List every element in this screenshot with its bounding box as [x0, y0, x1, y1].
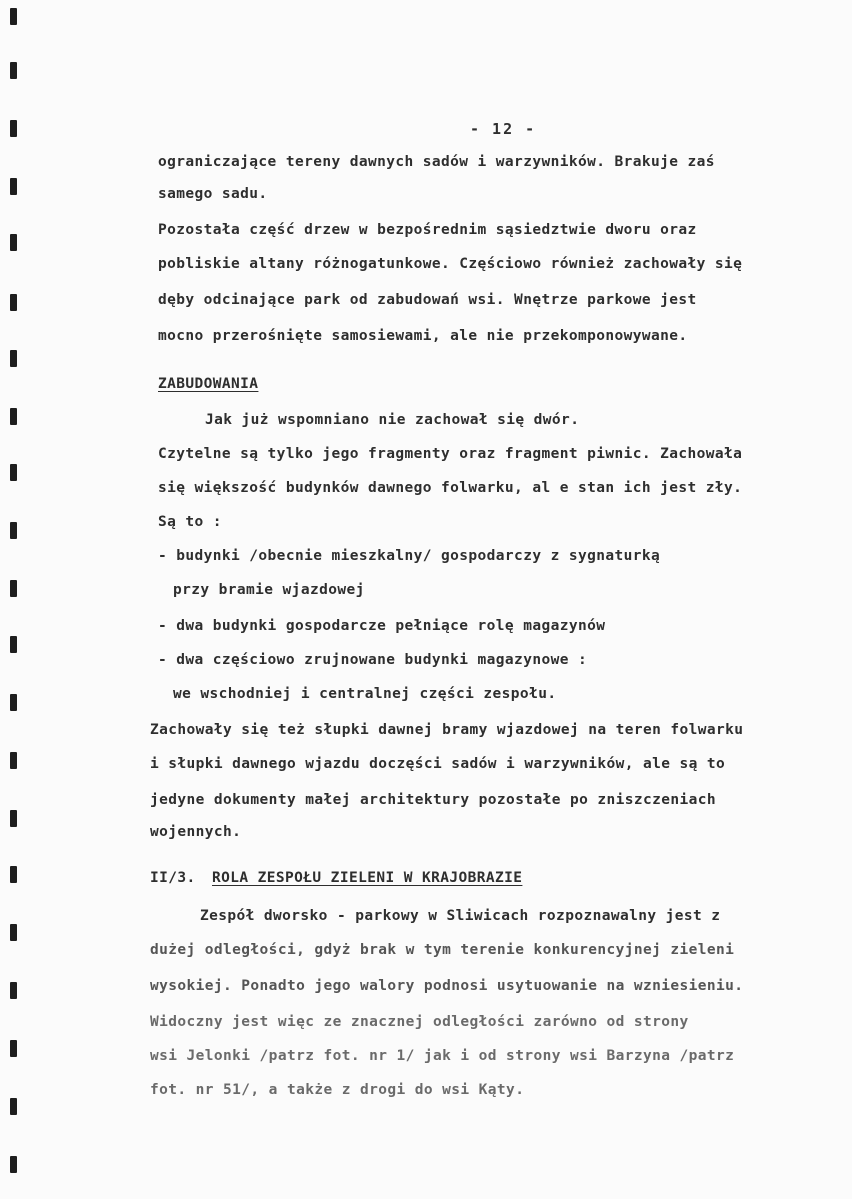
text-line: fot. nr 51/, a także z drogi do wsi Kąty.: [150, 1082, 525, 1098]
list-item: - dwa częściowo zrujnowane budynki magazynowe :: [158, 652, 588, 668]
binding-hole: [10, 522, 17, 539]
text-line: Czytelne są tylko jego fragmenty oraz fragment piwnic. Zachowała: [158, 446, 743, 462]
text-line: wysokiej. Ponadto jego walory podnosi usytuowanie na wzniesieniu.: [150, 978, 744, 994]
text-line: ograniczające tereny dawnych sadów i warzywników. Brakuje zaś: [158, 154, 715, 170]
text-line: Zachowały się też słupki dawnej bramy wjazdowej na teren folwarku: [150, 722, 744, 738]
binding-hole: [10, 464, 17, 481]
text-line: jedyne dokumenty małej architektury pozostałe po zniszczeniach: [150, 792, 717, 808]
section-heading-rola: ROLA ZESPOŁU ZIELENI W KRAJOBRAZIE: [212, 870, 523, 886]
text-line: mocno przerośnięte samosiewami, ale nie przekomponowywane.: [158, 328, 688, 344]
binding-hole: [10, 1040, 17, 1057]
section-heading-zabudowania: ZABUDOWANIA: [158, 376, 259, 392]
binding-hole: [10, 178, 17, 195]
list-item: - dwa budynki gospodarcze pełniące rolę magazynów: [158, 618, 606, 634]
section-number: II/3.: [150, 870, 196, 886]
binding-hole: [10, 408, 17, 425]
text-line: Pozostała część drzew w bezpośrednim sąsiedztwie dworu oraz: [158, 222, 697, 238]
text-line: Jak już wspomniano nie zachował się dwór.: [205, 412, 580, 428]
text-line: dęby odcinające park od zabudowań wsi. Wnętrze parkowe jest: [158, 292, 697, 308]
binding-hole: [10, 1098, 17, 1115]
binding-hole: [10, 752, 17, 769]
text-line: Widoczny jest więc ze znacznej odległości zarówno od strony: [150, 1014, 689, 1030]
text-line: i słupki dawnego wjazdu doczęści sadów i warzywników, ale są to: [150, 756, 726, 772]
binding-hole: [10, 924, 17, 941]
binding-hole: [10, 866, 17, 883]
binding-hole: [10, 120, 17, 137]
list-item: - budynki /obecnie mieszkalny/ gospodarczy z sygnaturką: [158, 548, 661, 564]
binding-hole: [10, 810, 17, 827]
page-number: - 12 -: [470, 120, 537, 138]
binding-hole: [10, 982, 17, 999]
list-item-continuation: przy bramie wjazdowej: [173, 582, 365, 598]
text-line: pobliskie altany różnogatunkowe. Częściowo również zachowały się: [158, 256, 743, 272]
list-item-continuation: we wschodniej i centralnej części zespołu.: [173, 686, 557, 702]
binding-hole: [10, 694, 17, 711]
binding-hole: [10, 234, 17, 251]
text-line: samego sadu.: [158, 186, 268, 202]
text-line: Zespół dworsko - parkowy w Sliwicach rozpoznawalny jest z: [200, 908, 721, 924]
binding-holes: [0, 0, 40, 1199]
binding-hole: [10, 350, 17, 367]
binding-hole: [10, 636, 17, 653]
binding-hole: [10, 580, 17, 597]
binding-hole: [10, 294, 17, 311]
text-line: Są to :: [158, 514, 222, 530]
text-line: wojennych.: [150, 824, 242, 840]
binding-hole: [10, 1156, 17, 1173]
text-line: się większość budynków dawnego folwarku, al e stan ich jest zły.: [158, 480, 743, 496]
binding-hole: [10, 8, 17, 25]
text-line: dużej odległości, gdyż brak w tym terenie konkurencyjnej zieleni: [150, 942, 735, 958]
text-line: wsi Jelonki /patrz fot. nr 1/ jak i od strony wsi Barzyna /patrz: [150, 1048, 735, 1064]
binding-hole: [10, 62, 17, 79]
